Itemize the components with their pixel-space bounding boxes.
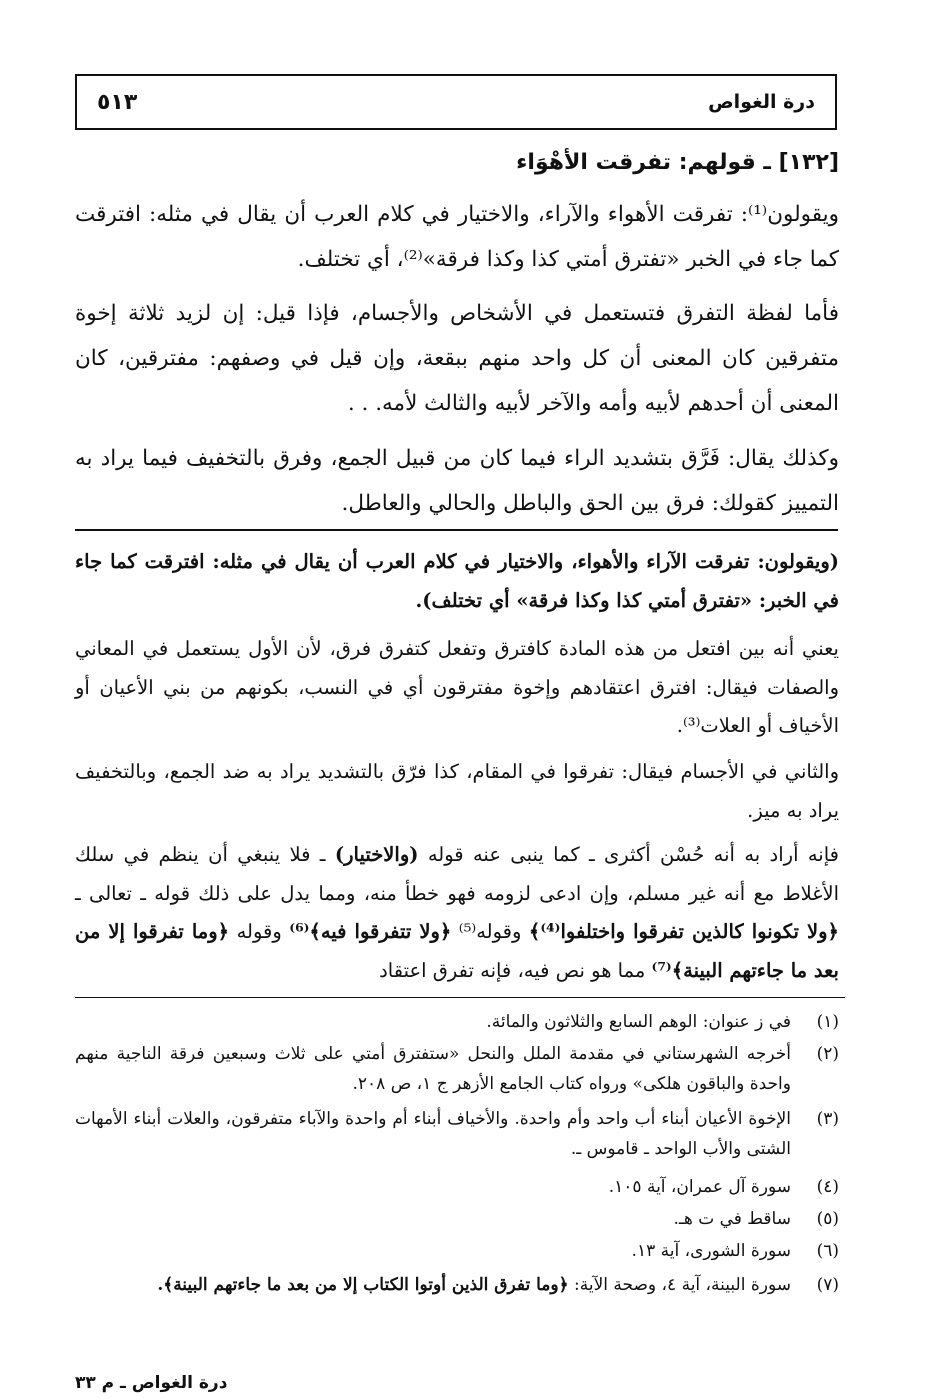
footnote-text [75, 1271, 791, 1301]
footnote-text-part: سورة البينة، آية ٤، وصحة الآية: [574, 1275, 791, 1295]
footnote-number: (٢) [816, 1044, 839, 1064]
footnote-text: أخرجه الشهرستاني في مقدمة الملل والنحل «ستفترق أمتي على ثلاث وسبعين فرقة الناجية منهم واحدة والباقون هلكى» ورواه كتاب الجامع الأزهر ج ١، ص ٢٠٨. [75, 1044, 791, 1094]
footnote-text: سورة آل عمران، آية ١٠٥. [608, 1177, 791, 1197]
section-divider [75, 529, 838, 531]
footnote-number: (١) [816, 1012, 839, 1032]
header-title: درة الغواص [708, 91, 815, 113]
page-number: ٥١٣ [97, 89, 138, 115]
commentary-text: وقوله⁽⁵⁾ [458, 920, 522, 943]
footnote [75, 1173, 839, 1203]
main-paragraph-3: وكذلك يقال: فَرَّق بتشديد الراء فيما كان من قبيل الجمع، وفرق بالتخفيف فيما يراد به التمييز كقولك: فرق بين الحق والباطل والحالي والعاطل. [75, 446, 839, 516]
main-paragraph-1: ويقولون⁽¹⁾: تفرقت الأهواء والآراء، والاختيار في كلام العرب أن يقال في مثله: افترقت كما جاء في الخبر «تفترق أمتي كذا وكذا فرقة»⁽²⁾، أي تختلف. [75, 202, 839, 272]
quoted-word: (والاختيار) [334, 843, 419, 866]
section-heading: [١٣٢] ـ قولهم: تفرقت الأهْوَاء [516, 150, 839, 175]
page-signature: درة الغواص ـ م ٣٣ [75, 1373, 228, 1393]
footnote-number: (٣) [816, 1109, 839, 1129]
footnote-number: (٥) [816, 1209, 839, 1229]
footnote-text: في ز عنوان: الوهم السابع والثلاثون والمائة. [486, 1012, 791, 1032]
commentary-paragraph-4 [75, 836, 839, 990]
footnote [75, 1271, 839, 1301]
footnote-number: (٤) [816, 1177, 839, 1197]
commentary-text: فإنه أراد به أنه حُسْن أكثرى ـ كما ينبى عنه قوله [427, 843, 839, 866]
footnote [75, 1008, 839, 1038]
quran-verse: ﴿ولا تتفرقوا فيه﴾⁽⁶⁾ [289, 920, 452, 943]
footnote [75, 1105, 839, 1164]
footnote-number: (٧) [816, 1275, 839, 1295]
running-header [75, 74, 837, 130]
commentary-paragraph-2: يعني أنه بين افتعل من هذه المادة كافترق وتفعل كتفرق فرق، لأن الأول يستعمل في المعاني والصفات فيقال: افترق اعتقادهم وإخوة مفترقون أي في النسب، بكونهم من بني الأعيان أو الأخياف أو العلات⁽³⁾. [75, 637, 839, 737]
commentary-text: ـ فلا ينبغي أن ينظم في سلك الأغلاط مع أنه غير مسلم، وإن ادعى لزومه فهو خطأ منه، ومما يدل على ذلك قوله ـ تعالى ـ [75, 843, 839, 905]
footnote [75, 1040, 839, 1099]
main-paragraph-2: فأما لفظة التفرق فتستعمل في الأشخاص والأجسام، فإذا قيل: إن لزيد ثلاثة إخوة متفرقين كان المعنى أن كل واحد منهم ببقعة، وإن قيل في وصفهم: مفترقين، كان المعنى أن أحدهم لأبيه وأمه والآخر لأبيه والثالث لأمه. . . [75, 301, 839, 416]
footnote-text: سورة الشورى، آية ١٣. [631, 1241, 791, 1261]
commentary-paragraph-1: (ويقولون: تفرقت الآراء والأهواء، والاختيار في كلام العرب أن يقال في مثله: افترقت كما جاء في الخبر: «تفترق أمتي كذا وكذا فرقة» أي تختلف). [75, 550, 839, 612]
footnote-rule [75, 997, 845, 998]
commentary-text: مما هو نص فيه، فإنه تفرق اعتقاد [379, 958, 646, 982]
quran-verse: ﴿ولا تكونوا كالذين تفرقوا واختلفوا⁽⁴⁾﴾ [528, 920, 839, 943]
commentary-paragraph-3: والثاني في الأجسام فيقال: تفرقوا في المقام، كذا فرّق بالتشديد يراد به ضد الجمع، وبالتخفيف يراد به ميز. [75, 760, 839, 822]
quran-verse: ﴿وما تفرق الذين أوتوا الكتاب إلا من بعد ما جاءتهم البينة﴾. [157, 1275, 569, 1295]
footnote [75, 1205, 839, 1235]
footnote-text: ساقط في ت هـ. [673, 1209, 791, 1229]
footnote [75, 1237, 839, 1267]
footnote-text: الإخوة الأعيان أبناء أب واحد وأم واحدة. والأخياف أبناء أم واحدة والآباء متفرقون، والعلات أبناء الأمهات الشتى والأب الواحد ـ قاموس ـ. [75, 1109, 791, 1159]
quran-verse: ﴿وما تفرقوا إلا من بعد ما جاءتهم البينة﴾⁽⁷⁾ [75, 920, 839, 982]
footnote-number: (٦) [816, 1241, 839, 1261]
commentary-text: وقوله [236, 920, 282, 943]
